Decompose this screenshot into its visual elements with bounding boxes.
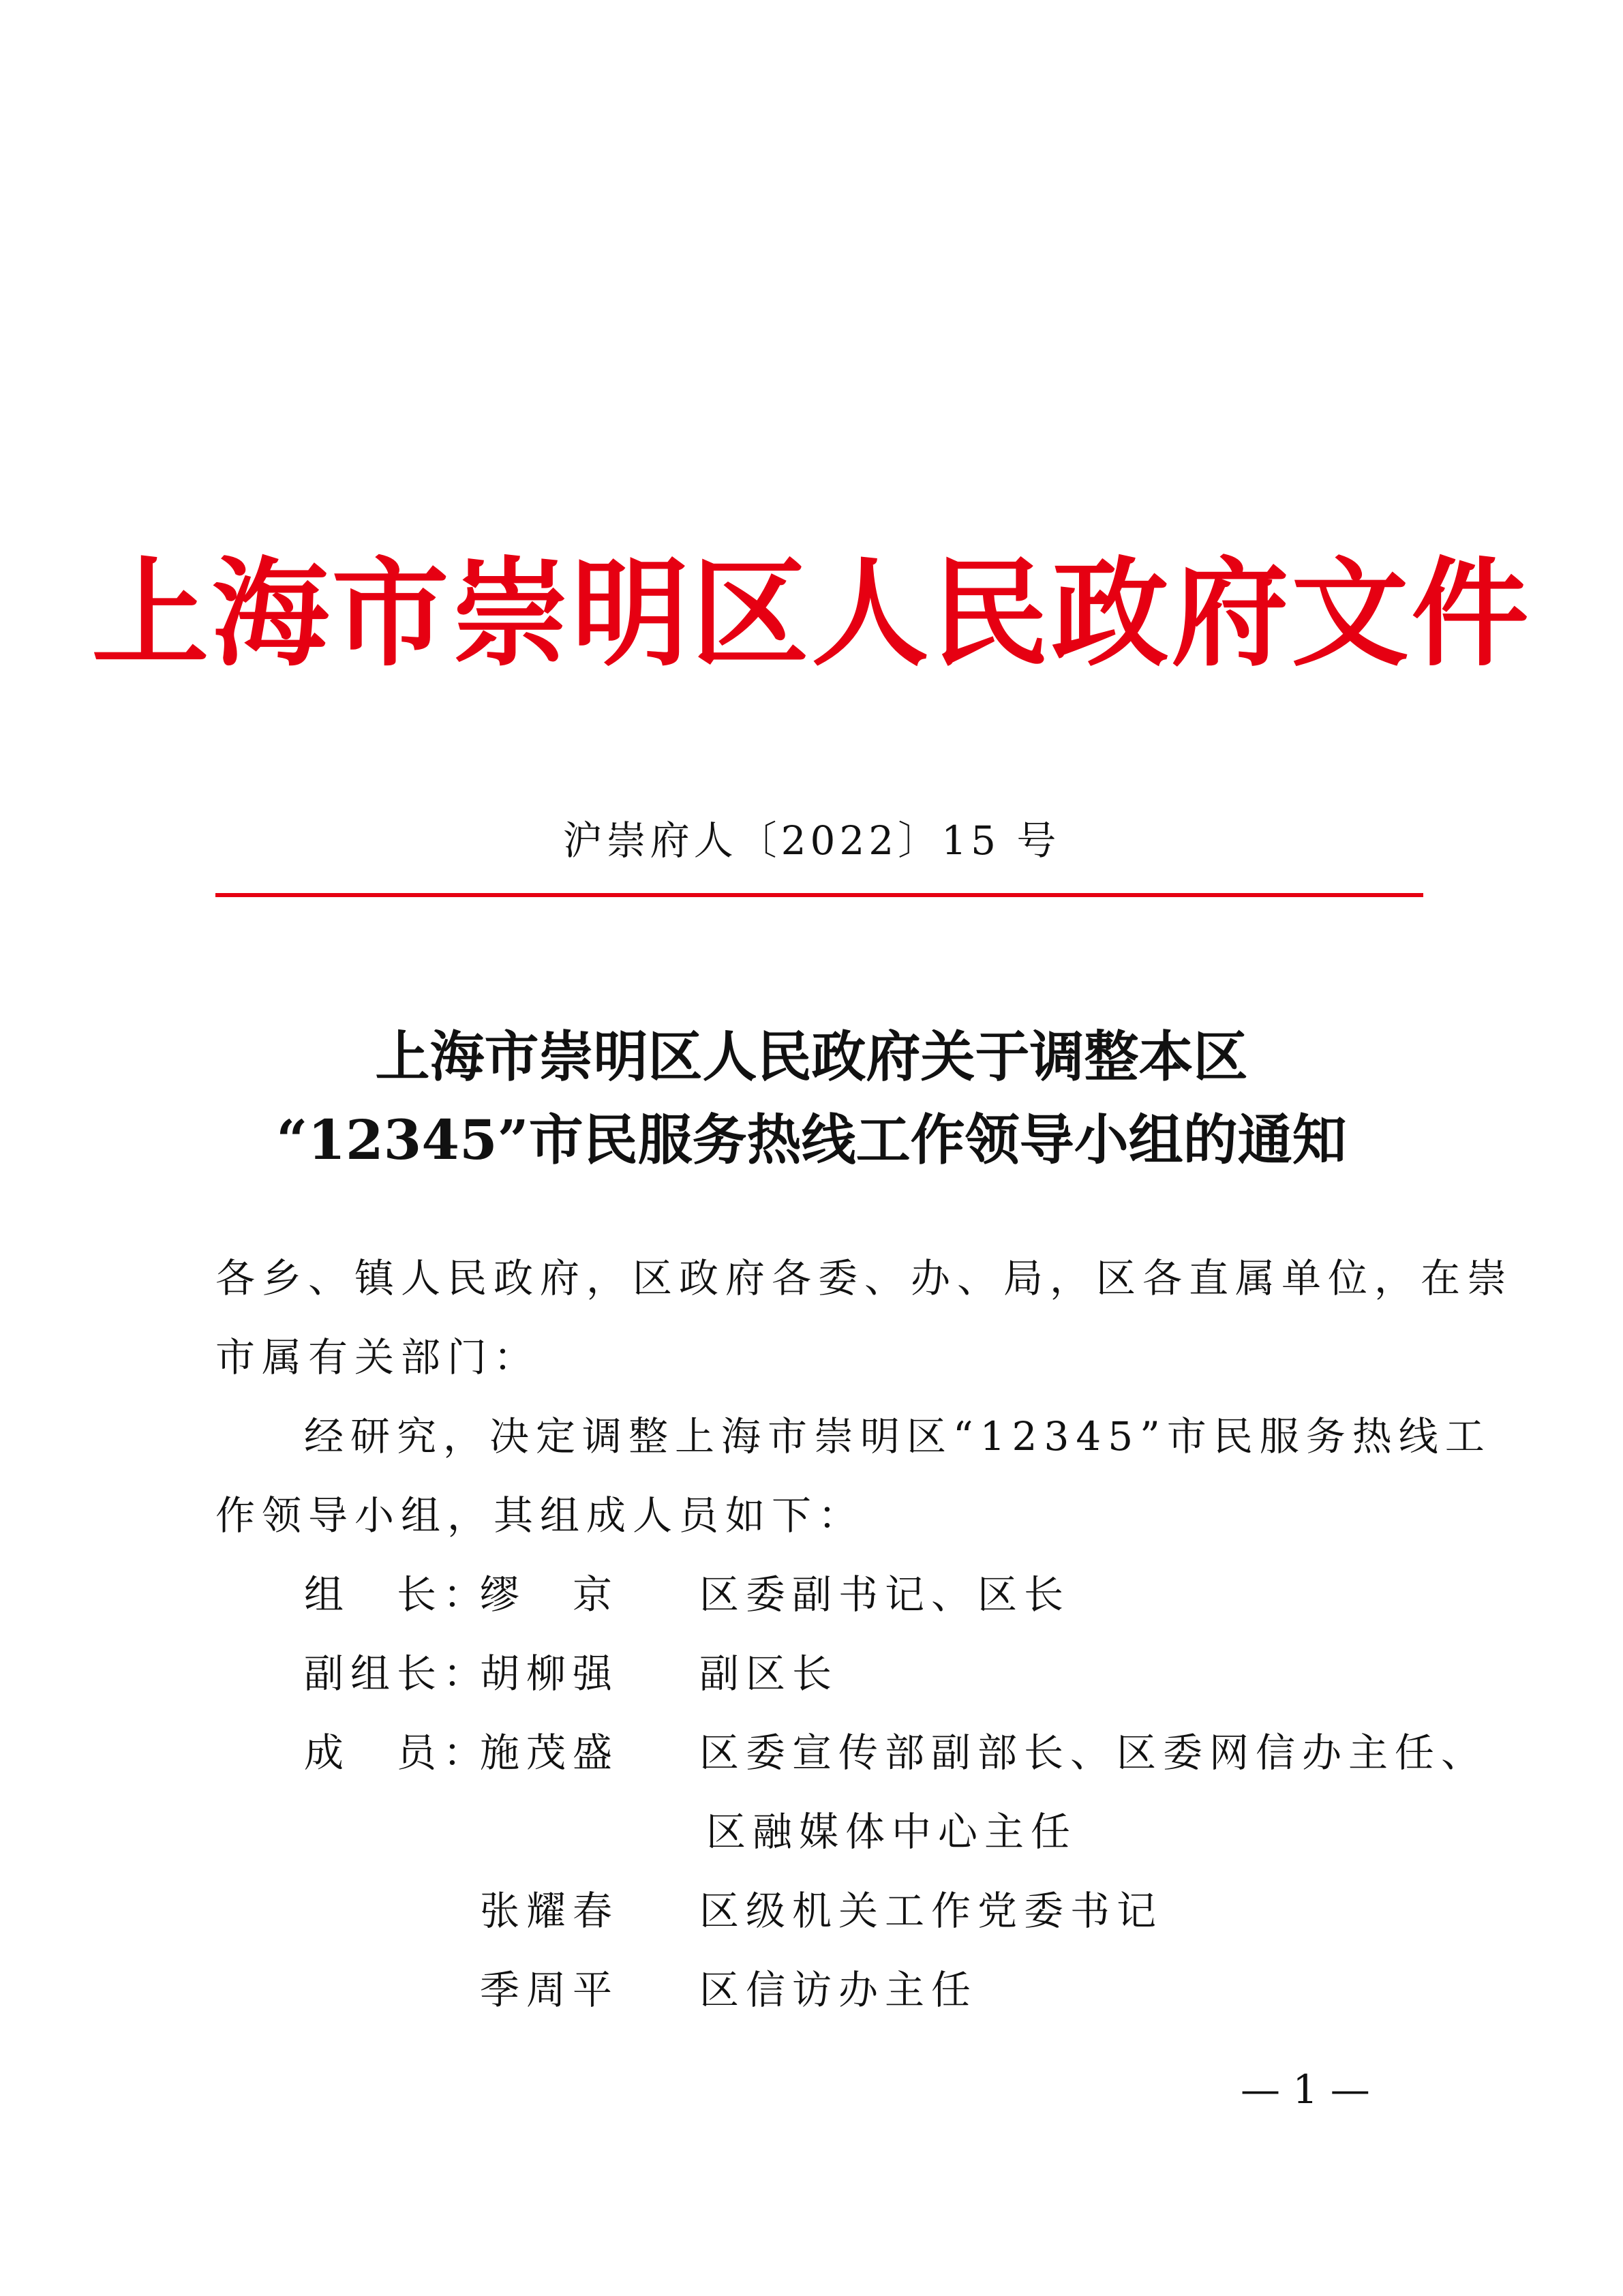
member-role: 成 员： [304, 1729, 490, 1776]
member-title: 区信访办主任 [699, 1967, 978, 2013]
member-title-continuation: 区融媒体中心主任 [706, 1809, 1078, 1855]
member-title: 区级机关工作党委书记 [699, 1888, 1164, 1934]
recipients-line-2: 市属有关部门： [215, 1334, 541, 1380]
recipients-line-1: 各乡、镇人民政府，区政府各委、办、局，区各直属单位，在崇 [215, 1255, 1514, 1301]
member-title: 区委副书记、区长 [699, 1571, 1071, 1618]
member-role: 副组长： [304, 1650, 490, 1697]
page-number: — 1 — [1241, 2066, 1370, 2113]
member-title: 区委宣传部副部长、区委网信办主任、 [699, 1729, 1488, 1776]
member-title: 副区长 [699, 1650, 839, 1697]
member-name: 缪 京 [480, 1571, 620, 1618]
member-role: 组 长： [304, 1571, 490, 1618]
member-name: 季周平 [480, 1967, 620, 2013]
document-title-line-2: “12345”市民服务热线工作领导小组的通知 [276, 1108, 1347, 1172]
red-separator-line [215, 893, 1423, 897]
paragraph-line-2: 作领导小组，其组成人员如下： [215, 1492, 865, 1539]
member-name: 胡柳强 [480, 1650, 620, 1697]
member-name: 张耀春 [480, 1888, 620, 1934]
masthead: 上海市崇明区人民政府文件 [91, 544, 1532, 682]
member-name: 施茂盛 [480, 1729, 620, 1776]
paragraph-line-1: 经研究，决定调整上海市崇明区“12345”市民服务热线工 [304, 1413, 1491, 1460]
document-number: 沪崇府人〔2022〕15 号 [562, 817, 1061, 864]
document-title-line-1: 上海市崇明区人民政府关于调整本区 [375, 1025, 1248, 1089]
